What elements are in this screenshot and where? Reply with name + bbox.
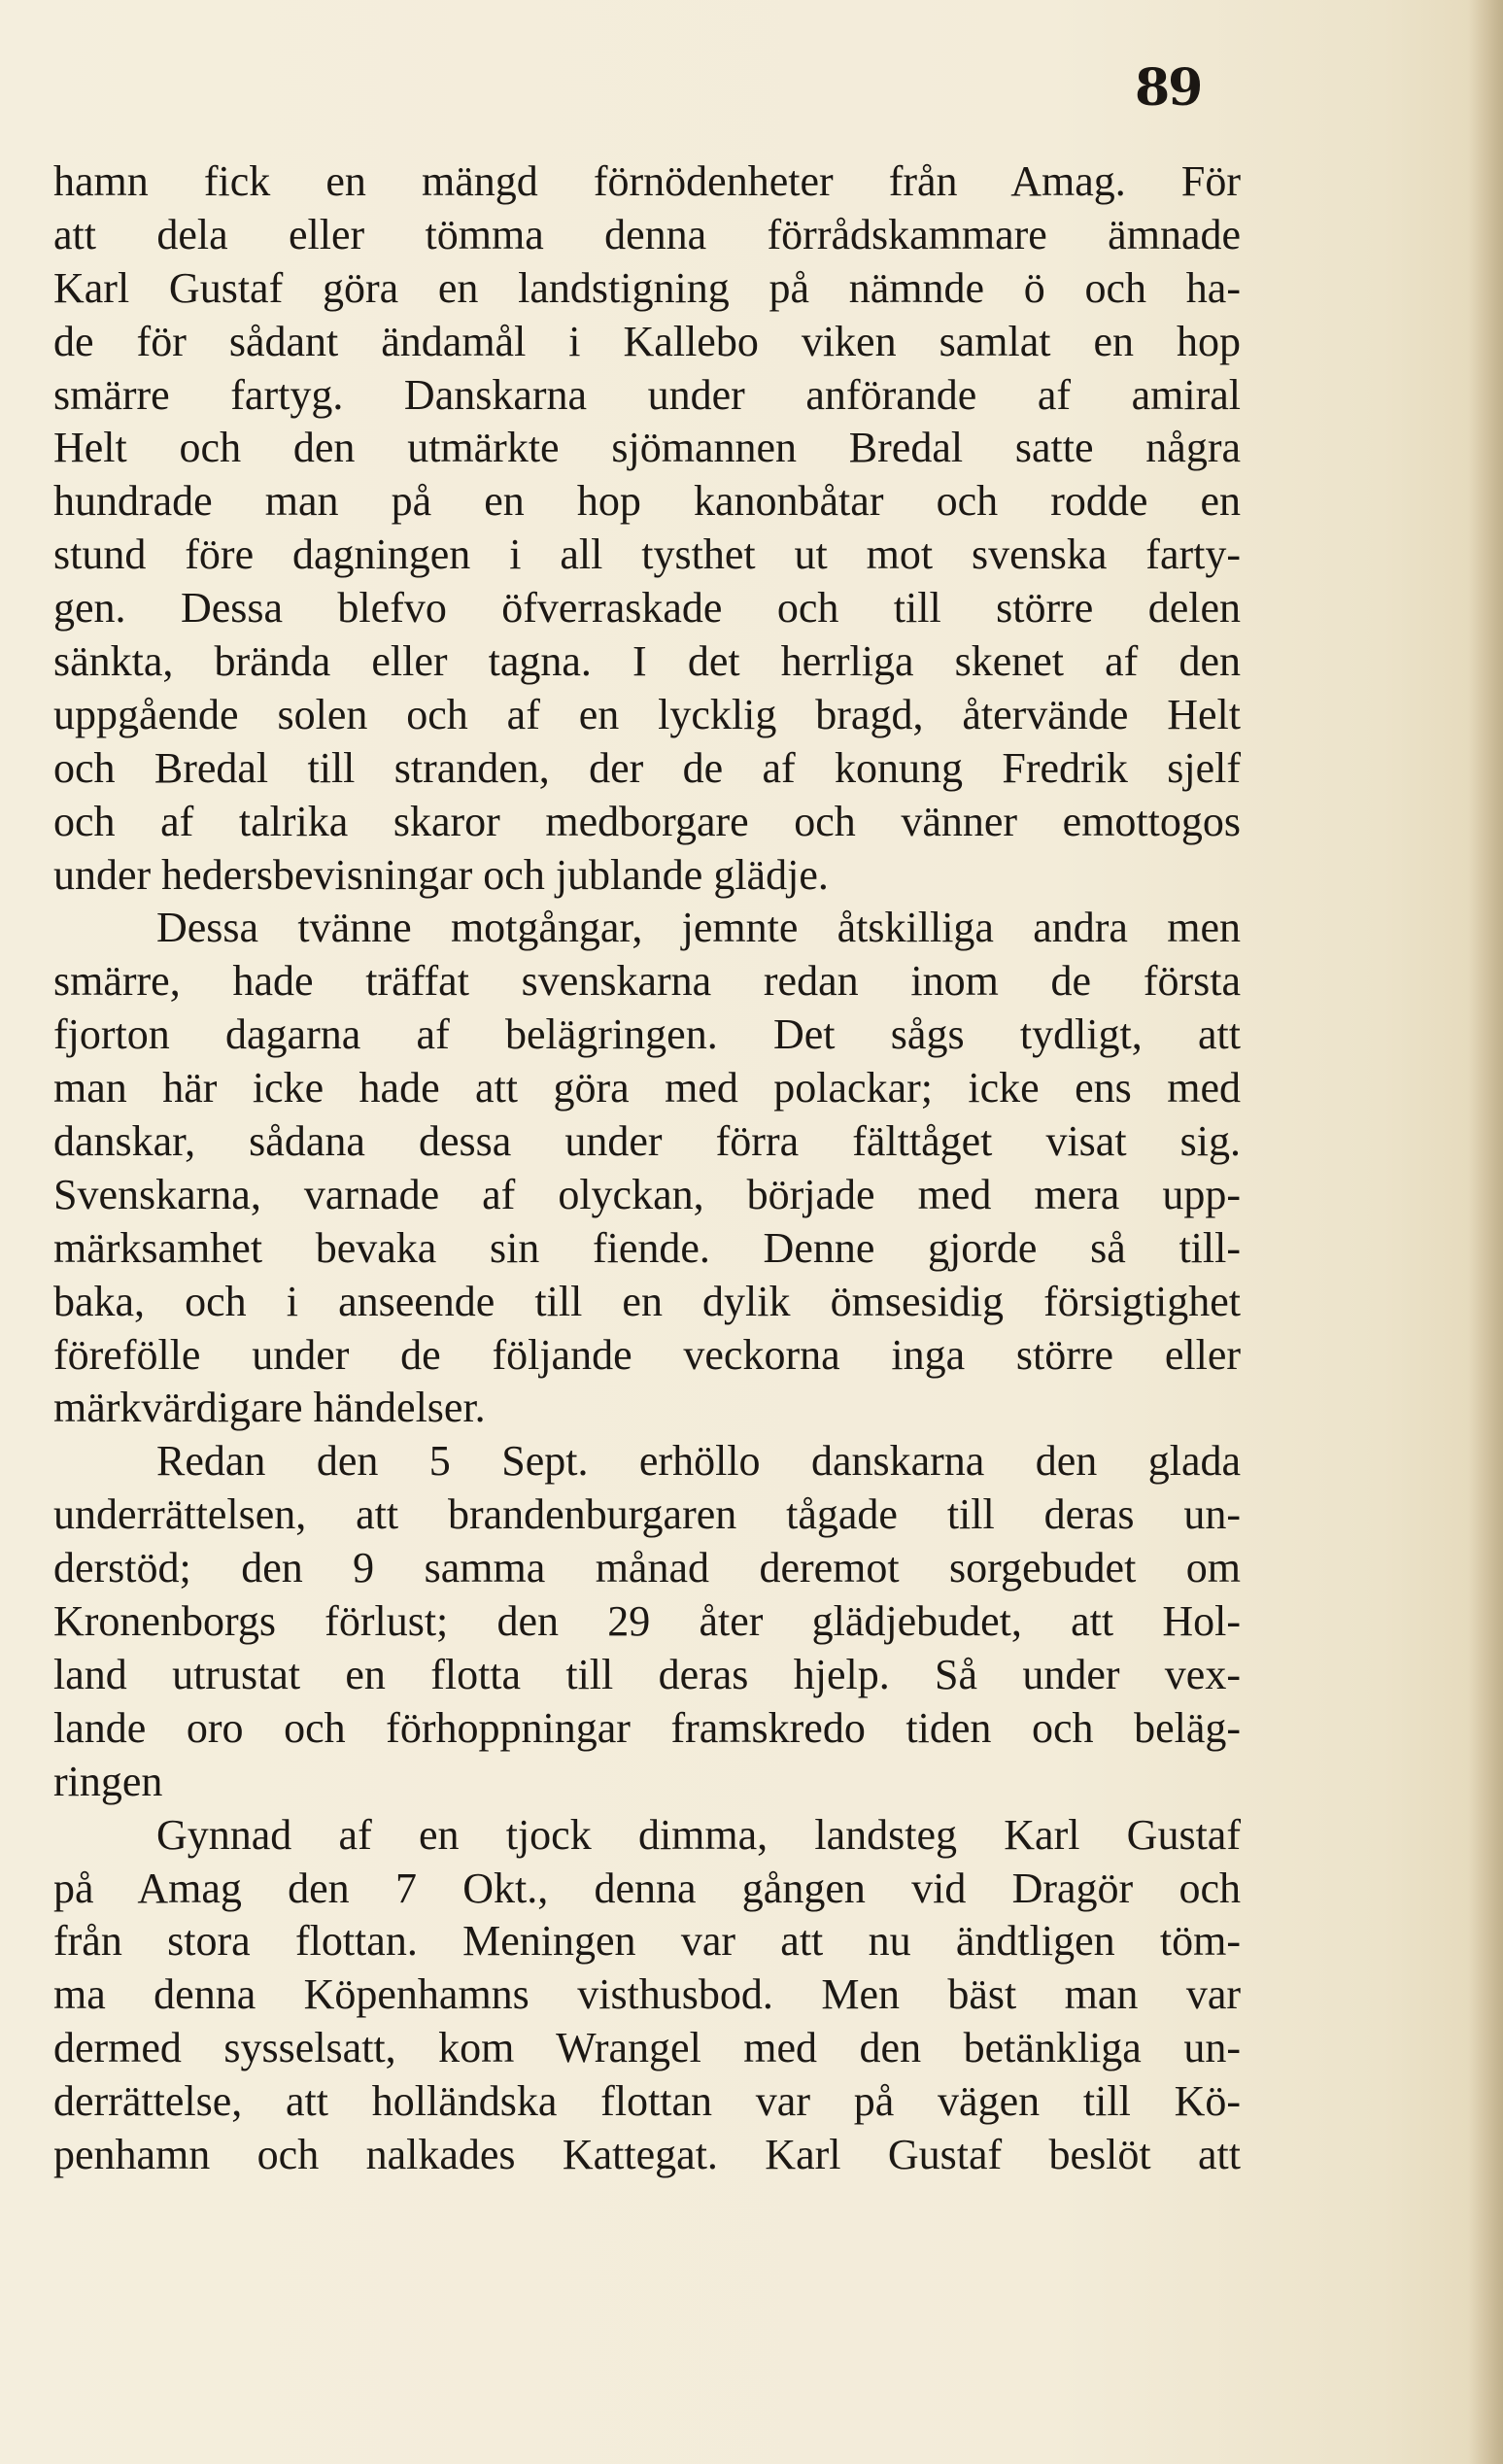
text-line: stund före dagningen i all tysthet ut mot svenska farty- bbox=[53, 530, 1241, 579]
text-line: land utrustat en flotta till deras hjelp. Så under vex- bbox=[53, 1650, 1241, 1698]
text-line: underrättelsen, att brandenburgaren tågade till deras un- bbox=[53, 1490, 1241, 1539]
text-line: Karl Gustaf göra en landstigning på nämnde ö och ha- bbox=[53, 263, 1241, 312]
text-line: från stora flottan. Meningen var att nu ändtligen töm- bbox=[53, 1917, 1241, 1966]
text-line: förefölle under de följande veckorna inga större eller bbox=[53, 1330, 1241, 1379]
text-line: smärre fartyg. Danskarna under anförande af amiral bbox=[53, 370, 1241, 419]
text-line: fjorton dagarna af belägringen. Det sågs tydligt, att bbox=[53, 1010, 1241, 1059]
body-text bbox=[53, 155, 1241, 2182]
text-line: hundrade man på en hop kanonbåtar och rodde en bbox=[53, 477, 1241, 526]
text-line: sänkta, brända eller tagna. I det herrliga skenet af den bbox=[53, 637, 1241, 686]
text-line: att dela eller tömma denna förrådskammare ämnade bbox=[53, 210, 1241, 258]
text-line: man här icke hade att göra med polackar; icke ens med bbox=[53, 1064, 1241, 1112]
text-line: och af talrika skaror medborgare och vänner emottogos bbox=[53, 797, 1241, 845]
page-edge-shadow bbox=[1468, 0, 1503, 2464]
text-line: Gynnad af en tjock dimma, landsteg Karl Gustaf bbox=[156, 1810, 1241, 1859]
text-line: baka, och i anseende till en dylik ömsesidig försigtighet bbox=[53, 1277, 1241, 1325]
text-line: Redan den 5 Sept. erhöllo danskarna den glada bbox=[156, 1437, 1241, 1486]
text-line: och Bredal till stranden, der de af konung Fredrik sjelf bbox=[53, 743, 1241, 792]
text-line: Kronenborgs förlust; den 29 åter glädjebudet, att Hol- bbox=[53, 1597, 1241, 1646]
text-line: hamn fick en mängd förnödenheter från Amag. För bbox=[53, 157, 1241, 205]
text-line: lande oro och förhoppningar framskredo tiden och beläg- bbox=[53, 1703, 1241, 1752]
text-line: uppgående solen och af en lycklig bragd, återvände Helt bbox=[53, 690, 1241, 738]
text-line: Svenskarna, varnade af olyckan, började med mera upp- bbox=[53, 1170, 1241, 1218]
text-line: ma denna Köpenhamns visthusbod. Men bäst man var bbox=[53, 1970, 1241, 2019]
text-line: derstöd; den 9 samma månad deremot sorgebudet om bbox=[53, 1544, 1241, 1592]
text-line: ringen bbox=[53, 1757, 163, 1805]
text-line: gen. Dessa blefvo öfverraskade och till större delen bbox=[53, 584, 1241, 633]
text-line: derrättelse, att holländska flottan var på vägen till Kö- bbox=[53, 2077, 1241, 2126]
text-line: Dessa tvänne motgångar, jemnte åtskilliga andra men bbox=[156, 904, 1241, 952]
text-line: under hedersbevisningar och jublande glädje. bbox=[53, 850, 829, 899]
text-line: de för sådant ändamål i Kallebo viken samlat en hop bbox=[53, 317, 1241, 365]
text-line: märksamhet bevaka sin fiende. Denne gjorde så till- bbox=[53, 1223, 1241, 1272]
text-line: Helt och den utmärkte sjömannen Bredal satte några bbox=[53, 424, 1241, 472]
text-line: märkvärdigare händelser. bbox=[53, 1384, 486, 1432]
page-number: 89 bbox=[1135, 58, 1202, 118]
text-line: på Amag den 7 Okt., denna gången vid Dragör och bbox=[53, 1864, 1241, 1912]
text-line: danskar, sådana dessa under förra fälttåget visat sig. bbox=[53, 1117, 1241, 1166]
text-line: smärre, hade träffat svenskarna redan inom de första bbox=[53, 957, 1241, 1006]
text-line: penhamn och nalkades Kattegat. Karl Gustaf beslöt att bbox=[53, 2130, 1241, 2178]
text-line: dermed sysselsatt, kom Wrangel med den betänkliga un- bbox=[53, 2024, 1241, 2072]
